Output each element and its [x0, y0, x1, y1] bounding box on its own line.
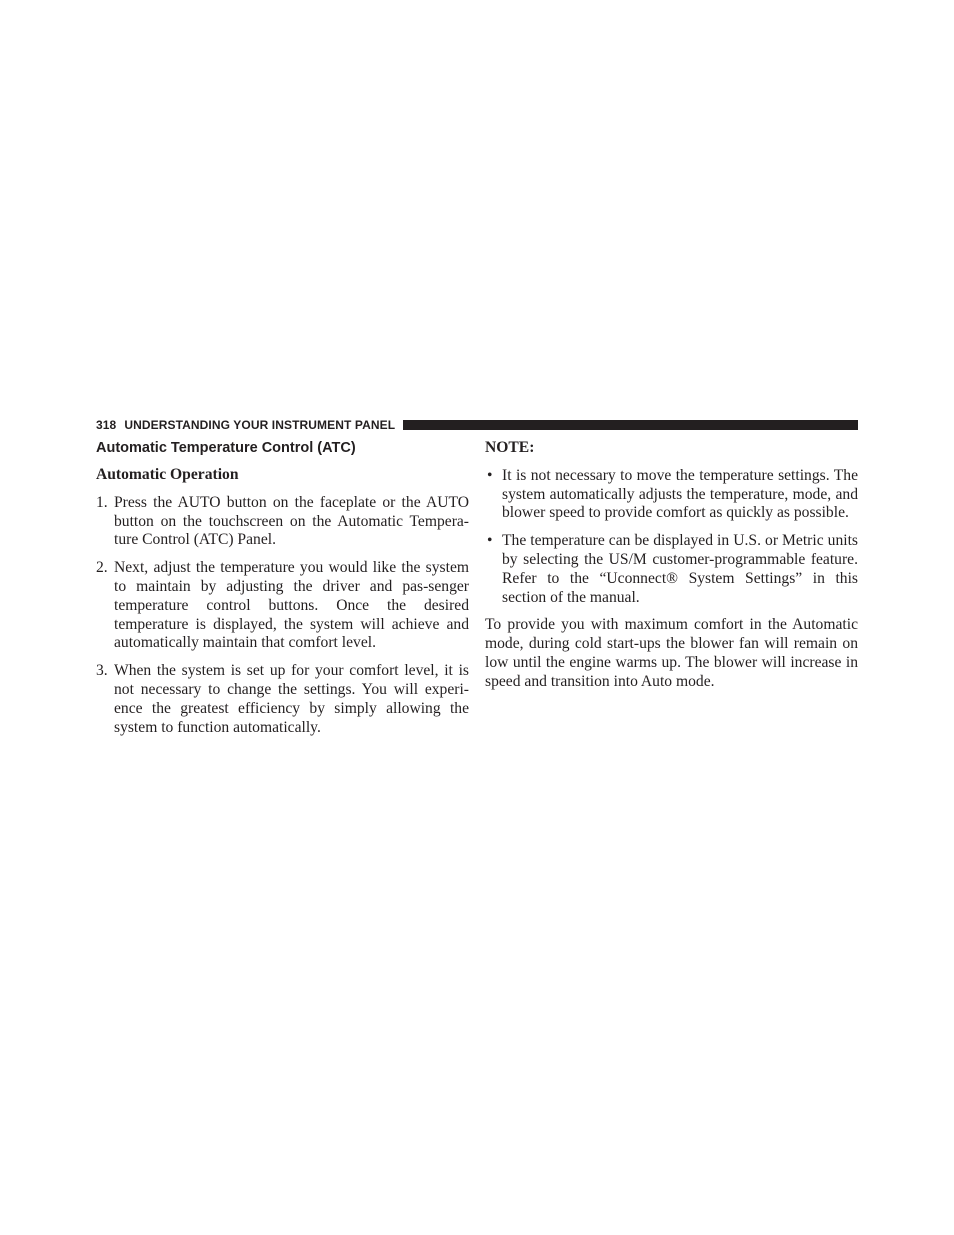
steps-list	[96, 494, 469, 738]
header-rule	[403, 420, 858, 430]
list-item	[96, 494, 469, 550]
list-item	[96, 662, 469, 737]
note-text: It is not necessary to move the temperature settings. The system automatically adjusts the temperature, mode, and blower speed to provide comfort as quickly as possible.	[502, 466, 858, 522]
running-title: UNDERSTANDING YOUR INSTRUMENT PANEL	[124, 418, 396, 432]
body-paragraph: To provide you with maximum comfort in the Automatic mode, during cold start-ups the blower fan will remain on low until the engine warms up. The blower will increase in speed and transition into Auto mode.	[485, 616, 858, 690]
step-number: 3.	[96, 662, 108, 680]
left-column	[96, 438, 469, 746]
step-number: 2.	[96, 559, 108, 577]
list-item	[485, 532, 858, 607]
note-label: NOTE:	[485, 439, 535, 456]
notes-list	[485, 467, 858, 608]
step-text: When the system is set up for your comfort level, it is not necessary to change the settings. You will experi-ence the greatest efficiency by simply allowing the system to function automatically.	[114, 662, 469, 736]
subheading: Automatic Operation	[96, 466, 239, 483]
page-number: 318	[96, 418, 117, 432]
bullet-icon: •	[487, 532, 493, 550]
note-text: The temperature can be displayed in U.S. or Metric units by selecting the US/M customer-programmable feature. Refer to the “Uconnect® System Settings” in this section of the manual.	[502, 532, 858, 606]
right-column	[485, 438, 858, 692]
section-heading: Automatic Temperature Control (ATC)	[96, 440, 356, 456]
list-item	[485, 467, 858, 523]
list-item	[96, 559, 469, 653]
step-text: Press the AUTO button on the faceplate or the AUTO button on the touchscreen on the Automatic Tempera-ture Control (ATC) Panel.	[114, 493, 469, 549]
step-number: 1.	[96, 493, 108, 511]
running-header	[96, 418, 858, 432]
step-text: Next, adjust the temperature you would like the system to maintain by adjusting the driver and pas-senger temperature control buttons. Once the desired temperature is displayed, the system will achieve and automatically maintain that comfort level.	[114, 559, 469, 652]
bullet-icon: •	[487, 466, 493, 484]
